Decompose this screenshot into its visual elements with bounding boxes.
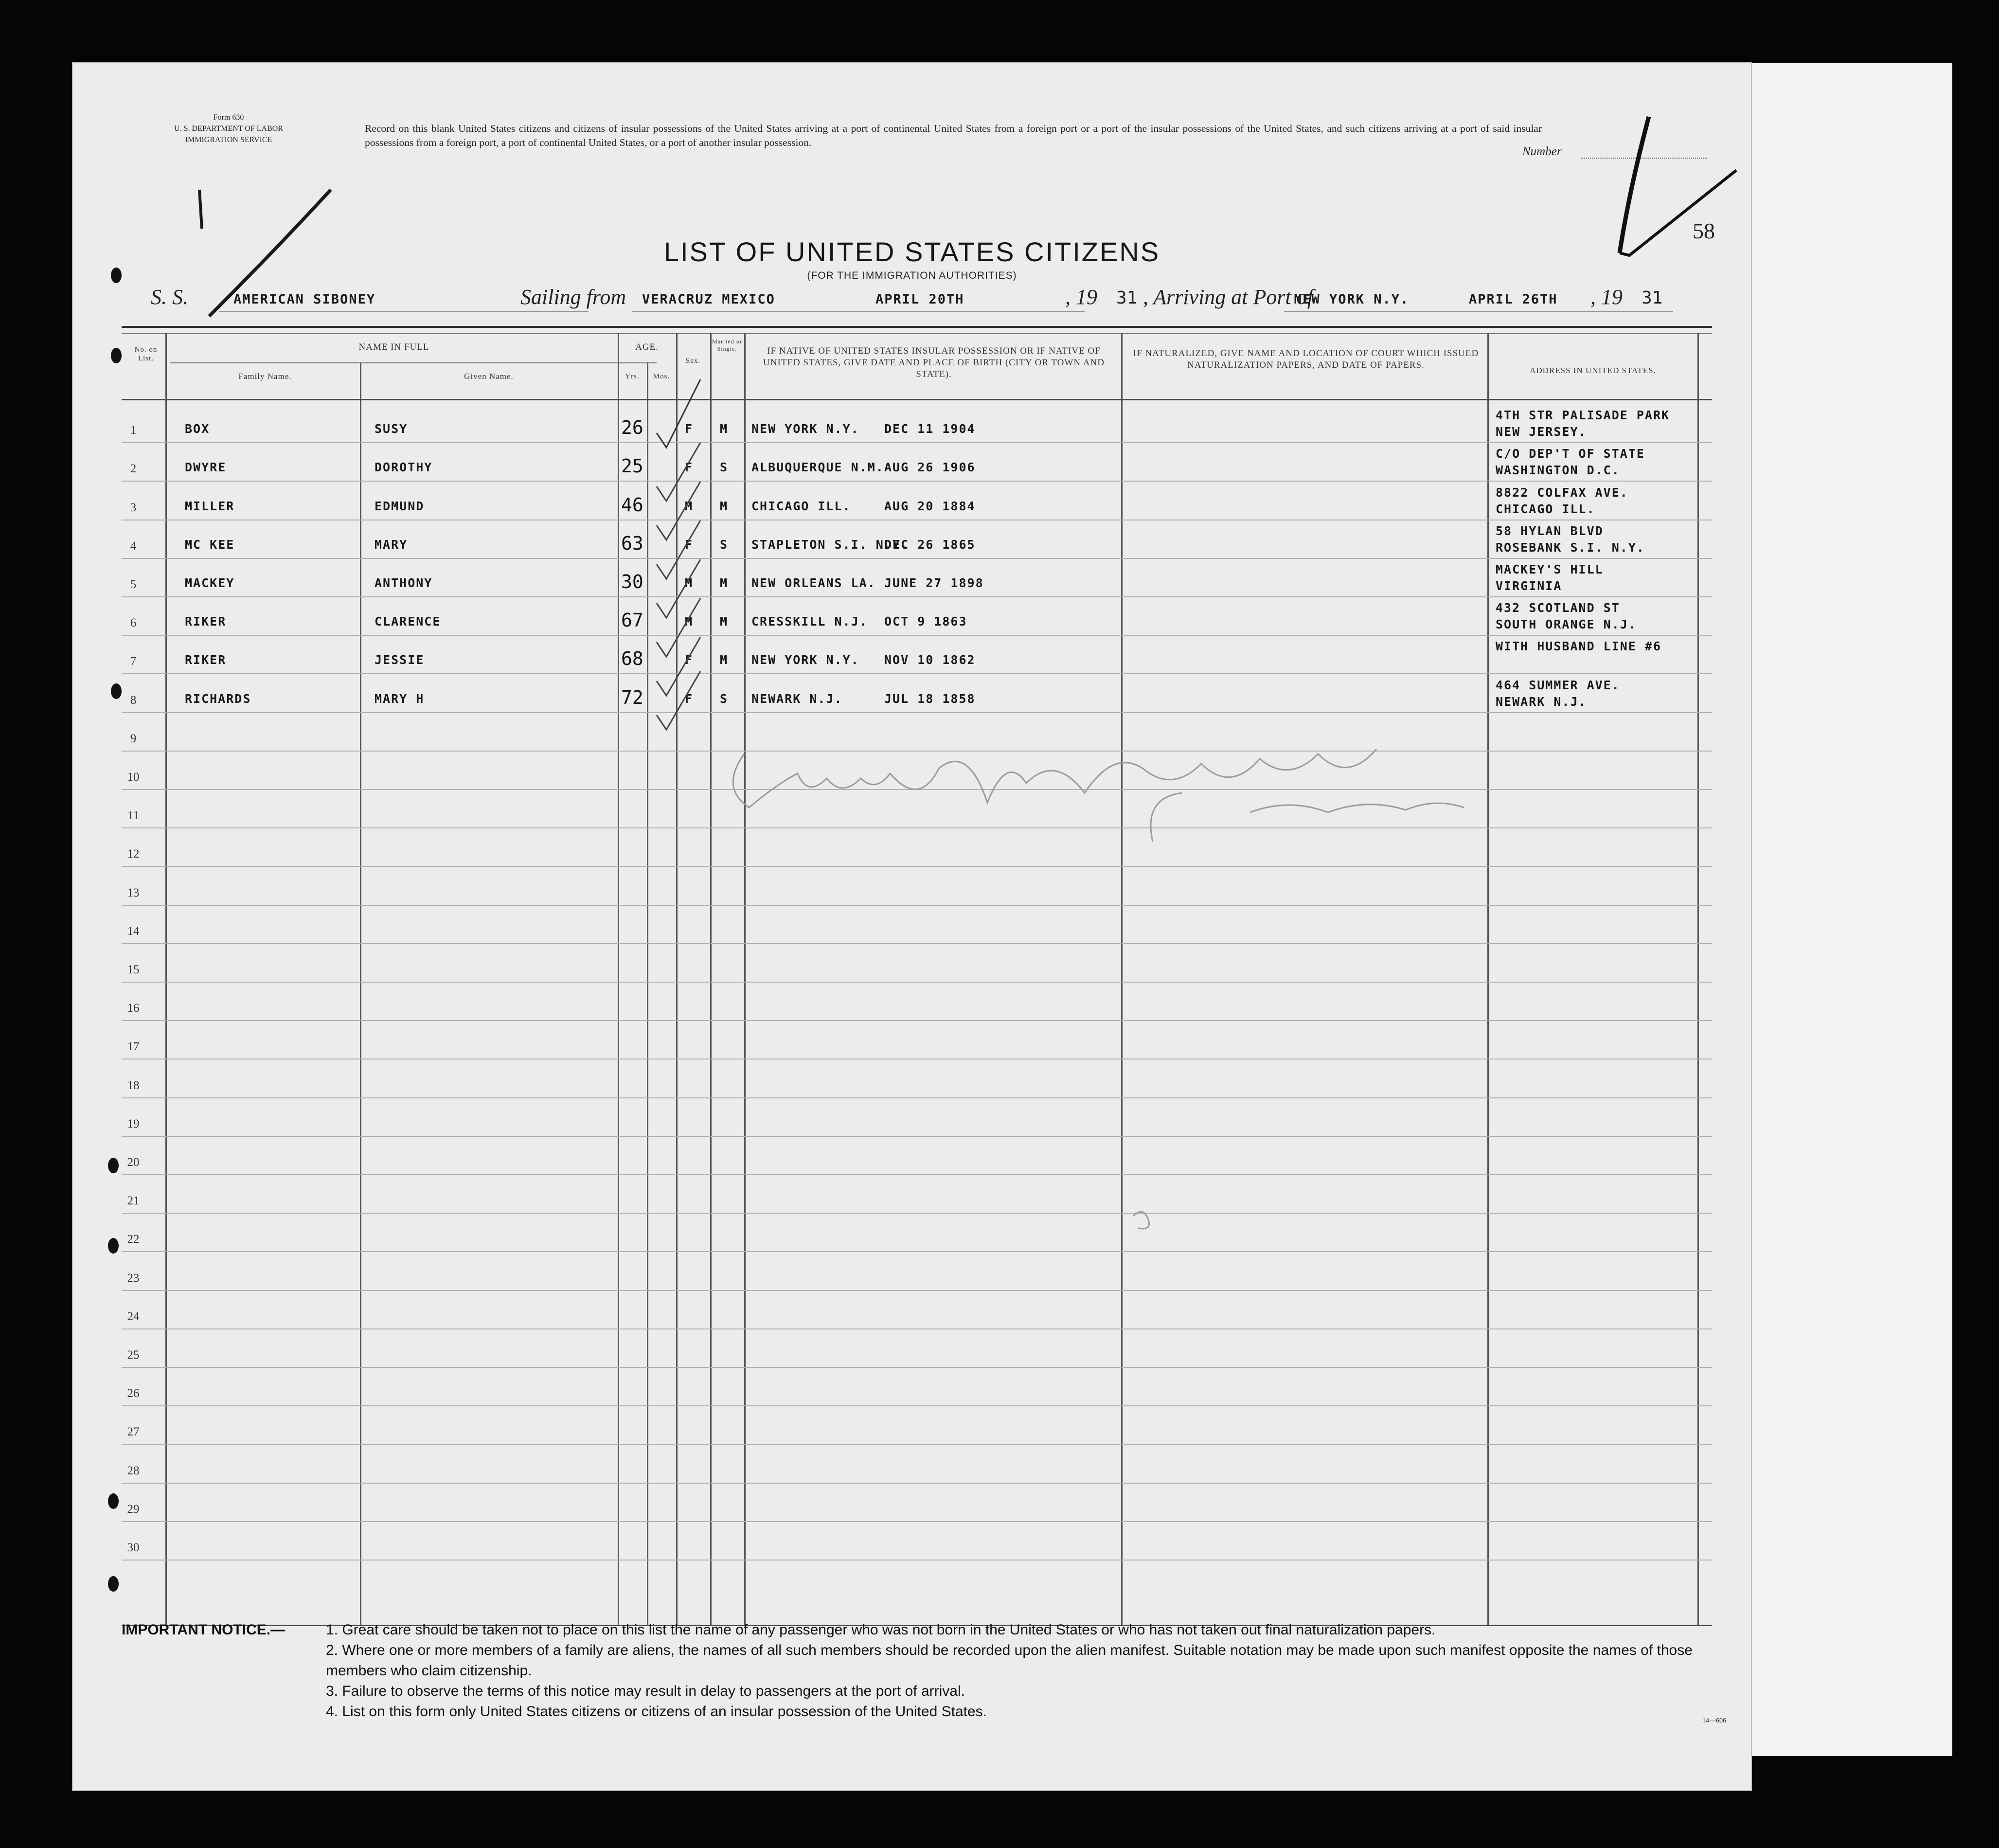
age-years-cell: 30 xyxy=(621,571,643,592)
marital-status-cell: S xyxy=(720,537,729,552)
birth-date-cell: AUG 20 1884 xyxy=(884,499,976,513)
row-number: 5 xyxy=(130,578,137,591)
row-number: 24 xyxy=(127,1310,140,1323)
header-family-name: Family Name. xyxy=(238,372,292,381)
ruled-line xyxy=(122,1367,1712,1368)
arrival-date: APRIL 26TH xyxy=(1469,292,1558,307)
ruled-line xyxy=(122,1251,1712,1252)
arrival-year: 31 xyxy=(1642,288,1663,308)
form-code: 14—606 xyxy=(1702,1717,1726,1724)
row-number: 7 xyxy=(130,655,137,668)
header-months: Mos. xyxy=(653,373,670,380)
header-address: ADDRESS IN UNITED STATES. xyxy=(1530,366,1656,375)
row-number: 27 xyxy=(127,1425,140,1439)
row-number: 9 xyxy=(130,732,137,745)
address-line2-cell: NEW JERSEY. xyxy=(1496,425,1587,439)
header-name-in-full: NAME IN FULL xyxy=(358,342,429,352)
punch-hole xyxy=(108,1493,119,1509)
family-name-cell: MC KEE xyxy=(185,537,235,552)
departure-year: 31 xyxy=(1116,288,1138,308)
page-title: LIST OF UNITED STATES CITIZENS xyxy=(663,236,1160,267)
row-number: 25 xyxy=(127,1348,140,1362)
back-sheet xyxy=(1741,63,1952,1756)
age-years-cell: 26 xyxy=(621,417,643,439)
row-number: 1 xyxy=(130,424,137,437)
header-no: No. on List. xyxy=(134,346,158,362)
notice-item-1: 1. Great care should be taken not to place on this list the name of any passenger who was not born in the United States or who has not taken out final naturalization papers. xyxy=(326,1622,1436,1638)
service-name: IMMIGRATION SERVICE xyxy=(185,136,272,144)
given-name-cell: MARY xyxy=(375,537,408,552)
number-label: Number xyxy=(1522,145,1562,158)
birth-date-cell: DEC 26 1865 xyxy=(884,537,976,552)
punch-hole xyxy=(108,1576,119,1592)
ruled-line xyxy=(122,1290,1712,1291)
birth-place-cell: NEW YORK N.Y. xyxy=(751,422,859,436)
marital-status-cell: M xyxy=(720,422,729,436)
marital-status-cell: M xyxy=(720,653,729,667)
notice-label: IMPORTANT NOTICE.— xyxy=(122,1622,286,1638)
given-name-cell: SUSY xyxy=(375,422,408,436)
address-line1-cell: 8822 COLFAX AVE. xyxy=(1496,485,1628,500)
ruled-line xyxy=(122,982,1712,983)
punch-hole xyxy=(108,1238,119,1254)
birth-date-cell: OCT 9 1863 xyxy=(884,614,967,629)
inspector-signature xyxy=(715,725,1532,851)
sex-cell: F xyxy=(685,653,694,667)
address-line1-cell: 464 SUMMER AVE. xyxy=(1496,678,1620,692)
row-number: 11 xyxy=(127,809,140,823)
family-name-cell: MILLER xyxy=(185,499,235,513)
age-years-cell: 72 xyxy=(621,686,643,708)
department-name: U. S. DEPARTMENT OF LABOR xyxy=(174,125,283,133)
address-line1-cell: 4TH STR PALISADE PARK xyxy=(1496,408,1670,423)
row-number: 21 xyxy=(127,1194,140,1208)
ruled-line xyxy=(122,1405,1712,1406)
birth-place-cell: CRESSKILL N.J. xyxy=(751,614,868,629)
given-name-cell: EDMUND xyxy=(375,499,425,513)
ruled-line xyxy=(122,1136,1712,1137)
family-name-cell: DWYRE xyxy=(185,460,227,475)
age-years-cell: 63 xyxy=(621,532,643,554)
ruled-line xyxy=(122,943,1712,944)
punch-hole xyxy=(111,268,122,283)
sex-cell: M xyxy=(685,614,694,629)
row-number: 20 xyxy=(127,1156,140,1169)
sex-cell: F xyxy=(685,537,694,552)
row-number: 8 xyxy=(130,693,137,707)
header-age: AGE. xyxy=(635,342,659,352)
notice-item-2: 2. Where one or more members of a family are aliens, the names of all such members should be recorded upon the alien manifest. Suitable notation may be made upon such manifest opposite the names of those members who claim citizenship. xyxy=(326,1642,1693,1679)
marital-status-cell: M xyxy=(720,614,729,629)
sex-cell: M xyxy=(685,576,694,590)
given-name-cell: ANTHONY xyxy=(375,576,433,590)
header-birth-place: IF NATIVE OF UNITED STATES INSULAR POSSESSION OR IF NATIVE OF UNITED STATES, GIVE DATE AND PLACE OF BIRTH (CITY OR TOWN AND STATE). xyxy=(763,346,1105,379)
manifest-sheet xyxy=(73,63,1751,1790)
notice-item-4: 4. List on this form only United States citizens or citizens of an insular possession of the United States. xyxy=(326,1704,987,1720)
birth-date-cell: JUNE 27 1898 xyxy=(884,576,984,590)
punch-hole xyxy=(111,683,122,699)
birth-date-cell: DEC 11 1904 xyxy=(884,422,976,436)
header-naturalization: IF NATURALIZED, GIVE NAME AND LOCATION OF COURT WHICH ISSUED NATURALIZATION PAPERS, AND DATE OF PAPERS. xyxy=(1133,348,1479,370)
given-name-cell: MARY H xyxy=(375,691,425,706)
row-number: 28 xyxy=(127,1464,140,1477)
given-name-cell: CLARENCE xyxy=(375,614,441,629)
row-number: 22 xyxy=(127,1233,140,1246)
age-years-cell: 67 xyxy=(621,610,643,631)
row-number: 23 xyxy=(127,1271,140,1285)
address-line2-cell: ROSEBANK S.I. N.Y. xyxy=(1496,540,1645,555)
departure-date: APRIL 20TH xyxy=(875,292,964,307)
punch-hole xyxy=(108,1158,119,1173)
instructions-text: Record on this blank United States citizens and citizens of insular possessions of the United States arriving at a port of continental United States from a foreign port or a port of the insular possessions of the United States, and such citizens arriving at a port of said insular possessions from a foreign port, a port of continental United States, or a port of another insular possession. xyxy=(365,123,1542,148)
birth-place-cell: NEW ORLEANS LA. xyxy=(751,576,876,590)
arrival-port: NEW YORK N.Y. xyxy=(1294,292,1410,307)
row-number: 2 xyxy=(130,462,137,476)
ruled-line xyxy=(122,1020,1712,1021)
ss-label: S. S. xyxy=(151,285,188,309)
marital-status-cell: S xyxy=(720,460,729,475)
birth-place-cell: ALBUQUERQUE N.M. xyxy=(751,460,884,475)
ruled-line xyxy=(122,1328,1712,1329)
header-given-name: Given Name. xyxy=(464,372,514,381)
row-number: 14 xyxy=(127,924,140,938)
arrival-year-prefix: , 19 xyxy=(1590,285,1623,309)
address-line1-cell: C/O DEP'T OF STATE xyxy=(1496,447,1645,461)
header-married-single: Married or Single. xyxy=(712,338,742,352)
family-name-cell: RIKER xyxy=(185,653,227,667)
address-line2-cell: WASHINGTON D.C. xyxy=(1496,463,1620,478)
pencil-mark xyxy=(1128,1206,1167,1236)
birth-place-cell: NEWARK N.J. xyxy=(751,691,843,706)
birth-date-cell: JUL 18 1858 xyxy=(884,691,976,706)
family-name-cell: RIKER xyxy=(185,614,227,629)
age-years-cell: 46 xyxy=(621,494,643,516)
sex-cell: M xyxy=(685,499,694,513)
address-line1-cell: WITH HUSBAND LINE #6 xyxy=(1496,639,1662,654)
row-number: 13 xyxy=(127,886,140,899)
header-sex: Sex. xyxy=(685,357,701,365)
ruled-line xyxy=(122,1174,1712,1175)
family-name-cell: RICHARDS xyxy=(185,691,251,706)
birth-date-cell: AUG 26 1906 xyxy=(884,460,976,475)
family-name-cell: MACKEY xyxy=(185,576,235,590)
marital-status-cell: M xyxy=(720,499,729,513)
row-number: 6 xyxy=(130,616,137,630)
sex-cell: F xyxy=(685,422,694,436)
family-name-cell: BOX xyxy=(185,422,210,436)
notice-item-3: 3. Failure to observe the terms of this notice may result in delay to passengers at the port of arrival. xyxy=(326,1683,965,1699)
address-line1-cell: 58 HYLAN BLVD xyxy=(1496,523,1604,538)
row-number: 18 xyxy=(127,1078,140,1092)
sex-cell: F xyxy=(685,691,694,706)
ruled-line xyxy=(122,1521,1712,1522)
row-number: 30 xyxy=(127,1541,140,1554)
ruled-line xyxy=(122,1483,1712,1484)
marital-status-cell: M xyxy=(720,576,729,590)
ruled-line xyxy=(122,1097,1712,1098)
row-number: 4 xyxy=(130,539,137,553)
address-line1-cell: 432 SCOTLAND ST xyxy=(1496,601,1620,615)
check-marks xyxy=(73,63,1751,793)
row-number: 17 xyxy=(127,1040,140,1054)
address-line2-cell: VIRGINIA xyxy=(1496,579,1562,593)
address-line1-cell: MACKEY'S HILL xyxy=(1496,562,1604,576)
birth-place-cell: CHICAGO ILL. xyxy=(751,499,851,513)
row-number: 10 xyxy=(127,771,140,784)
ruled-line xyxy=(122,905,1712,906)
header-years: Yrs. xyxy=(625,373,640,380)
address-line2-cell: NEWARK N.J. xyxy=(1496,694,1587,709)
ruled-line xyxy=(122,866,1712,867)
marital-status-cell: S xyxy=(720,691,729,706)
given-name-cell: JESSIE xyxy=(375,653,425,667)
address-line2-cell: CHICAGO ILL. xyxy=(1496,502,1595,516)
ruled-line xyxy=(122,1444,1712,1445)
birth-place-cell: STAPLETON S.I. N.Y. xyxy=(751,537,909,552)
row-number: 29 xyxy=(127,1502,140,1516)
address-line2-cell: SOUTH ORANGE N.J. xyxy=(1496,617,1637,632)
form-number: Form 630 xyxy=(213,113,244,122)
arriving-label: , Arriving at Port of xyxy=(1143,285,1313,309)
page-number: 58 xyxy=(1693,218,1715,243)
birth-place-cell: NEW YORK N.Y. xyxy=(751,653,859,667)
age-years-cell: 68 xyxy=(621,648,643,670)
row-number: 19 xyxy=(127,1117,140,1130)
row-number: 15 xyxy=(127,963,140,976)
birth-date-cell: NOV 10 1862 xyxy=(884,653,976,667)
age-years-cell: 25 xyxy=(621,455,643,477)
ruled-line xyxy=(122,1213,1712,1214)
page-subtitle: (FOR THE IMMIGRATION AUTHORITIES) xyxy=(807,270,1017,281)
row-number: 12 xyxy=(127,847,140,861)
row-number: 26 xyxy=(127,1387,140,1400)
departure-year-prefix: , 19 xyxy=(1065,285,1097,309)
ruled-line xyxy=(122,1560,1712,1561)
given-name-cell: DOROTHY xyxy=(375,460,433,475)
ship-name: AMERICAN SIBONEY xyxy=(233,292,376,307)
departure-port: VERACRUZ MEXICO xyxy=(642,292,775,307)
row-number: 3 xyxy=(130,501,137,514)
sex-cell: F xyxy=(685,460,694,475)
sailing-from-label: Sailing from xyxy=(520,285,626,309)
row-number: 16 xyxy=(127,1002,140,1015)
punch-hole xyxy=(111,348,122,363)
